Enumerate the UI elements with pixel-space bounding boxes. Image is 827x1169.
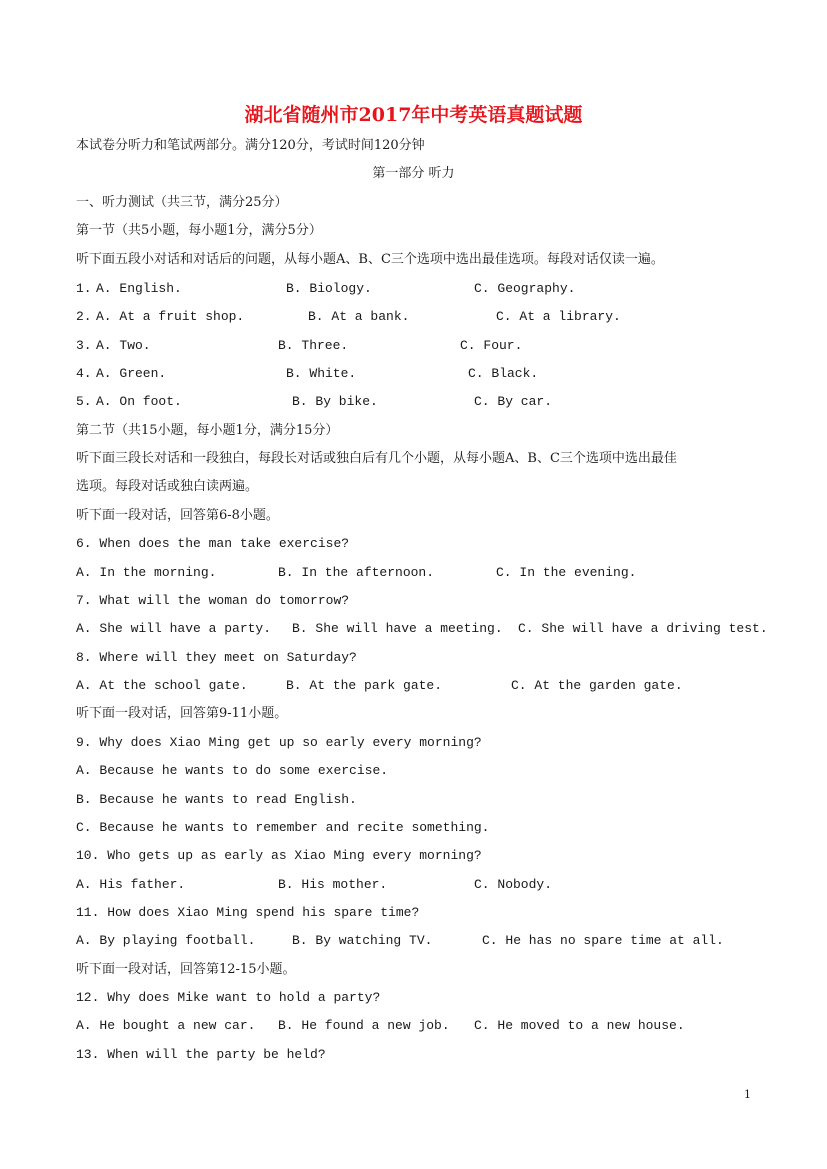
option-c: C. Black. [468,366,539,381]
option-c: C. Nobody. [474,877,553,892]
option-c: C. Four. [460,338,523,353]
option-a: A. She will have a party. [76,621,272,636]
option-a: A. By playing football. [76,933,256,948]
question-9-option-a: A. Because he wants to do some exercise. [76,763,389,778]
option-a: A. In the morning. [76,565,217,580]
dialog1-lead: 听下面一段对话，回答第6-8小题。 [76,508,279,523]
question-9-option-c: C. Because he wants to remember and recite something. [76,820,490,835]
question-9-option-b: B. Because he wants to read English. [76,792,357,807]
option-b: B. He found a new job. [278,1018,450,1033]
question-number: 2. [76,309,92,324]
option-b: B. She will have a meeting. [292,621,503,636]
option-b: B. Biology. [286,281,372,296]
option-a: A. His father. [76,877,186,892]
page-title: 湖北省随州市2017年中考英语真题试题 [244,104,583,126]
section-title: 一、听力测试（共三节，满分25分） [76,195,288,210]
option-b: B. By bike. [292,394,378,409]
option-c: C. He moved to a new house. [474,1018,685,1033]
intro-text: 本试卷分听力和笔试两部分。满分120分，考试时间120分钟 [76,138,425,153]
page-number: 1 [744,1088,751,1101]
question-number: 1. [76,281,92,296]
option-b: B. In the afternoon. [278,565,435,580]
dialog2-lead: 听下面一段对话，回答第9-11小题。 [76,706,288,721]
question-8-stem: 8. Where will they meet on Saturday? [76,650,357,665]
question-6-stem: 6. When does the man take exercise? [76,536,350,551]
question-4 [76,365,539,383]
question-9-stem: 9. Why does Xiao Ming get up so early every morning? [76,735,482,750]
option-b: B. By watching TV. [292,933,433,948]
option-a: A. On foot. [96,394,182,409]
option-c: C. At the garden gate. [511,678,683,693]
option-b: B. White. [286,366,357,381]
option-c: C. At a library. [496,309,621,324]
question-7-stem: 7. What will the woman do tomorrow? [76,593,350,608]
question-1 [76,280,576,298]
option-c: C. In the evening. [496,565,637,580]
option-c: C. Geography. [474,281,576,296]
question-12-stem: 12. Why does Mike want to hold a party? [76,990,381,1005]
option-c: C. She will have a driving test. [518,621,768,636]
question-2 [76,308,621,326]
option-a: A. Green. [96,366,167,381]
question-number: 5. [76,394,92,409]
sub2-instructions-line1: 听下面三段长对话和一段独白，每段长对话或独白后有几个小题，从每小题A、B、C三个选项中选出最佳 [76,451,677,466]
option-a: A. He bought a new car. [76,1018,256,1033]
option-b: B. Three. [278,338,349,353]
question-11-stem: 11. How does Xiao Ming spend his spare time? [76,905,420,920]
sub2-instructions-line2: 选项。每段对话或独白读两遍。 [76,479,259,494]
option-a: A. At the school gate. [76,678,248,693]
question-number: 4. [76,366,92,381]
question-3 [76,337,523,355]
option-b: B. His mother. [278,877,388,892]
question-5 [76,393,553,411]
option-b: B. At a bank. [308,309,410,324]
part-title: 第一部分 听力 [372,166,455,181]
option-a: A. Two. [96,338,151,353]
question-13-stem: 13. When will the party be held? [76,1047,326,1062]
sub1-instructions: 听下面五段小对话和对话后的问题，从每小题A、B、C三个选项中选出最佳选项。每段对话仅读一遍。 [76,252,664,267]
option-c: C. By car. [474,394,553,409]
option-c: C. He has no spare time at all. [482,933,724,948]
sub1-heading: 第一节（共5小题，每小题1分，满分5分） [76,223,322,238]
question-10-stem: 10. Who gets up as early as Xiao Ming every morning? [76,848,482,863]
option-a: A. At a fruit shop. [96,309,245,324]
dialog3-lead: 听下面一段对话，回答第12-15小题。 [76,962,296,977]
option-a: A. English. [96,281,182,296]
sub2-heading: 第二节（共15小题，每小题1分，满分15分） [76,423,339,438]
question-number: 3. [76,338,92,353]
option-b: B. At the park gate. [286,678,443,693]
